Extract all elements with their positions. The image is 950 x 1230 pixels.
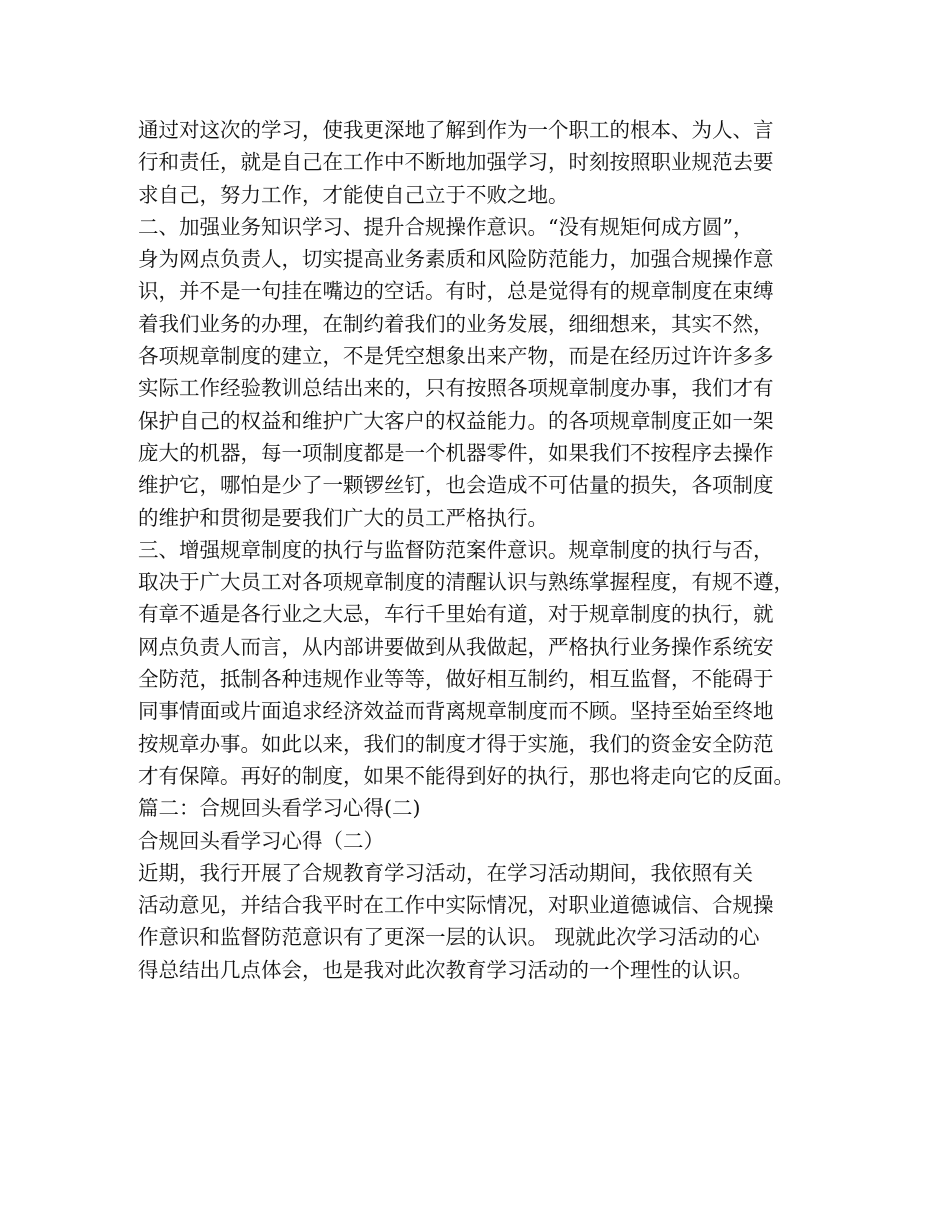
text-line: 按规章办事。如此以来，我们的制度才得于实施，我们的资金安全防范 xyxy=(138,731,774,756)
text-line: 近期，我行开展了合规教育学习活动，在学习活动期间，我依照有关 xyxy=(138,860,753,885)
text-line: 同事情面或片面追求经济效益而背离规章制度而不顾。坚持至始至终地 xyxy=(138,699,774,724)
subtitle: 合规回头看学习心得（二） xyxy=(138,828,384,853)
text-line: 取决于广大员工对各项规章制度的清醒认识与熟练掌握程度，有规不遵， xyxy=(138,570,794,595)
text-line: 才有保障。再好的制度，如果不能得到好的执行，那也将走向它的反面。 xyxy=(138,763,794,788)
text-line: 庞大的机器，每一项制度都是一个机器零件，如果我们不按程序去操作 xyxy=(138,440,774,465)
text-line: 全防范，抵制各种违规作业等等，做好相互制约，相互监督，不能碍于 xyxy=(138,667,774,692)
text-line: 实际工作经验教训总结出来的，只有按照各项规章制度办事，我们才有 xyxy=(138,376,774,401)
text-line: 得总结出几点体会，也是我对此次教育学习活动的一个理性的认识。 xyxy=(138,957,753,982)
text-line: 三、增强规章制度的执行与监督防范案件意识。规章制度的执行与否， xyxy=(138,537,774,562)
text-line: 着我们业务的办理，在制约着我们的业务发展，细细想来，其实不然， xyxy=(138,311,774,336)
text-line: 的维护和贯彻是要我们广大的员工严格执行。 xyxy=(138,505,548,530)
text-line: 保护自己的权益和维护广大客户的权益能力。的各项规章制度正如一架 xyxy=(138,408,774,433)
section-heading: 篇二：合规回头看学习心得(二) xyxy=(138,796,421,821)
text-line: 通过对这次的学习，使我更深地了解到作为一个职工的根本、为人、言 xyxy=(138,118,774,142)
text-line: 行和责任，就是自己在工作中不断地加强学习，时刻按照职业规范去要 xyxy=(138,150,774,175)
body-text xyxy=(138,114,838,986)
text-line: 维护它，哪怕是少了一颗锣丝钉，也会造成不可估量的损失，各项制度 xyxy=(138,473,774,498)
text-line: 各项规章制度的建立，不是凭空想象出来产物，而是在经历过许许多多 xyxy=(138,344,774,369)
text-line: 有章不遁是各行业之大忌，车行千里始有道，对于规章制度的执行，就 xyxy=(138,602,774,627)
text-line: 二、加强业务知识学习、提升合规操作意识。“没有规矩何成方圆”， xyxy=(138,214,754,239)
text-line: 身为网点负责人，切实提高业务素质和风险防范能力，加强合规操作意 xyxy=(138,247,774,272)
text-line: 识，并不是一句挂在嘴边的空话。有时，总是觉得有的规章制度在束缚 xyxy=(138,279,774,304)
text-line: 活动意见，并结合我平时在工作中实际情况，对职业道德诚信、合规操 xyxy=(138,893,774,918)
text-line: 求自己，努力工作，才能使自己立于不败之地。 xyxy=(138,182,569,207)
text-line: 作意识和监督防范意识有了更深一层的认识。 现就此次学习活动的心 xyxy=(138,925,760,950)
text-line: 网点负责人而言，从内部讲要做到从我做起，严格执行业务操作系统安 xyxy=(138,634,774,659)
